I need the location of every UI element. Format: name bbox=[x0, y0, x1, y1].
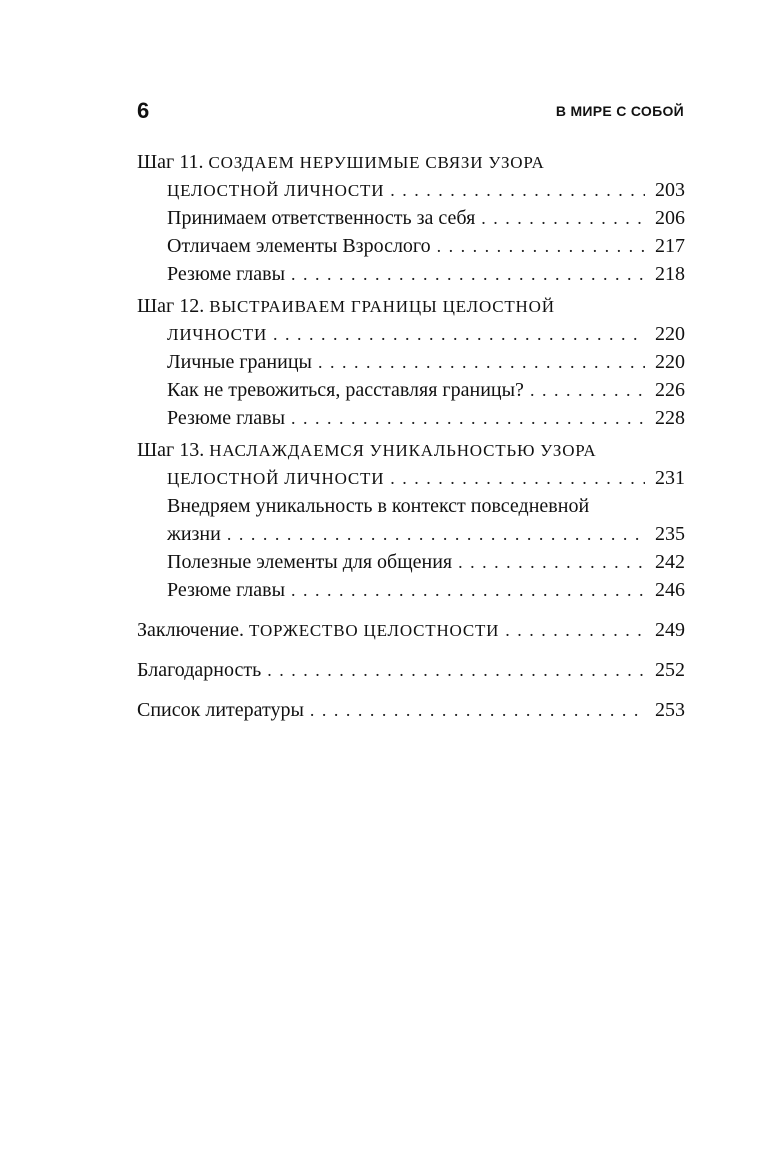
spacer bbox=[137, 604, 685, 616]
toc-section-label: Отличаем элементы Взрослого bbox=[167, 235, 431, 257]
toc-page-number: 235 bbox=[655, 523, 685, 545]
dot-leader bbox=[310, 696, 645, 724]
toc-chapter-title-line bbox=[137, 292, 685, 320]
toc-section-label: Резюме главы bbox=[167, 263, 286, 285]
toc-page-number: 220 bbox=[655, 323, 685, 345]
dot-leader bbox=[291, 404, 645, 432]
dot-leader bbox=[291, 260, 645, 288]
toc-chapter-step-11 bbox=[137, 148, 685, 288]
toc-chapter-title-line bbox=[137, 148, 685, 176]
toc-section-item bbox=[137, 204, 685, 232]
spacer bbox=[137, 644, 685, 656]
toc-page-number: 228 bbox=[655, 407, 685, 429]
toc-conclusion-prefix: Заключение. bbox=[137, 619, 244, 641]
toc-chapter-title: НАСЛАЖДАЕМСЯ УНИКАЛЬНОСТЬЮ УЗОРА bbox=[209, 441, 597, 460]
toc-section-label: Резюме главы bbox=[167, 407, 286, 429]
dot-leader bbox=[267, 656, 645, 684]
toc-page-number: 246 bbox=[655, 579, 685, 601]
toc-section-item bbox=[137, 576, 685, 604]
toc-conclusion bbox=[137, 616, 685, 644]
toc-section-label: жизни bbox=[167, 523, 221, 545]
toc-chapter-title: ВЫСТРАИВАЕМ ГРАНИЦЫ ЦЕЛОСТНОЙ bbox=[209, 297, 555, 316]
toc-section-item bbox=[137, 548, 685, 576]
toc-acknowledgements-label: Благодарность bbox=[137, 659, 262, 681]
toc-bibliography-label: Список литературы bbox=[137, 699, 304, 721]
toc-chapter-title-line bbox=[137, 464, 685, 492]
toc-page-number: 220 bbox=[655, 351, 685, 373]
toc-bibliography bbox=[137, 696, 685, 724]
toc-chapter-title-continuation: ЛИЧНОСТИ bbox=[167, 325, 268, 344]
toc-chapter-prefix: Шаг 12. bbox=[137, 295, 205, 317]
toc-page-number: 231 bbox=[655, 467, 685, 489]
toc-chapter-title: СОЗДАЕМ НЕРУШИМЫЕ СВЯЗИ УЗОРА bbox=[208, 153, 545, 172]
toc-page-number: 249 bbox=[655, 619, 685, 641]
dot-leader bbox=[318, 348, 645, 376]
toc-page-number: 242 bbox=[655, 551, 685, 573]
toc-chapter-title-line bbox=[137, 176, 685, 204]
toc-page-number: 218 bbox=[655, 263, 685, 285]
running-head: В МИРЕ С СОБОЙ bbox=[555, 103, 684, 119]
toc-page-number: 203 bbox=[655, 179, 685, 201]
toc-page-number: 253 bbox=[655, 699, 685, 721]
page-number: 6 bbox=[137, 98, 150, 123]
toc-chapter-title-line bbox=[137, 320, 685, 348]
dot-leader bbox=[390, 464, 645, 492]
dot-leader bbox=[505, 616, 645, 644]
toc-chapter-step-12 bbox=[137, 292, 685, 432]
dot-leader bbox=[227, 520, 645, 548]
toc-section-label: Внедряем уникальность в контекст повседневной bbox=[167, 495, 590, 517]
toc-section-item-continuation bbox=[137, 520, 685, 548]
toc-chapter-title-continuation: ЦЕЛОСТНОЙ ЛИЧНОСТИ bbox=[167, 469, 385, 488]
toc-section-label: Как не тревожиться, расставляя границы? bbox=[167, 379, 524, 401]
table-of-contents bbox=[137, 148, 685, 724]
toc-section-item bbox=[137, 492, 685, 520]
toc-chapter-prefix: Шаг 11. bbox=[137, 151, 204, 173]
toc-page-number: 217 bbox=[655, 235, 685, 257]
toc-chapter-step-13 bbox=[137, 436, 685, 604]
toc-conclusion-title: ТОРЖЕСТВО ЦЕЛОСТНОСТИ bbox=[249, 621, 500, 640]
toc-section-item bbox=[137, 404, 685, 432]
toc-section-item bbox=[137, 232, 685, 260]
toc-page-number: 206 bbox=[655, 207, 685, 229]
dot-leader bbox=[481, 204, 645, 232]
toc-chapter-title-continuation: ЦЕЛОСТНОЙ ЛИЧНОСТИ bbox=[167, 181, 385, 200]
page-header bbox=[137, 96, 684, 128]
toc-section-item bbox=[137, 260, 685, 288]
dot-leader bbox=[390, 176, 645, 204]
toc-chapter-prefix: Шаг 13. bbox=[137, 439, 205, 461]
toc-section-label: Полезные элементы для общения bbox=[167, 551, 453, 573]
dot-leader bbox=[458, 548, 645, 576]
dot-leader bbox=[437, 232, 645, 260]
dot-leader bbox=[273, 320, 645, 348]
toc-section-item bbox=[137, 348, 685, 376]
toc-section-item bbox=[137, 376, 685, 404]
toc-section-label: Принимаем ответственность за себя bbox=[167, 207, 476, 229]
toc-page-number: 252 bbox=[655, 659, 685, 681]
toc-page-number: 226 bbox=[655, 379, 685, 401]
toc-section-label: Резюме главы bbox=[167, 579, 286, 601]
toc-acknowledgements bbox=[137, 656, 685, 684]
toc-chapter-title-line bbox=[137, 436, 685, 464]
dot-leader bbox=[291, 576, 645, 604]
dot-leader bbox=[530, 376, 645, 404]
spacer bbox=[137, 684, 685, 696]
toc-section-label: Личные границы bbox=[167, 351, 312, 373]
